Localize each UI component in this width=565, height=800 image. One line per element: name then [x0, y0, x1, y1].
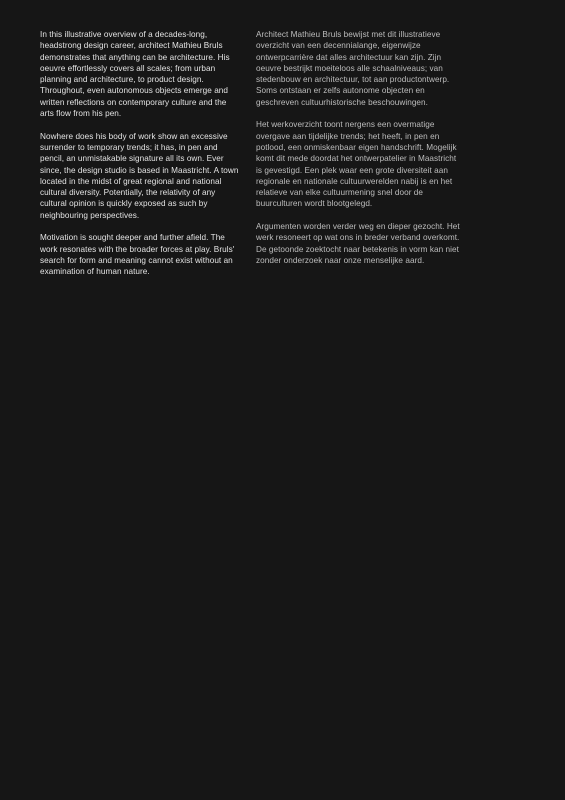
dutch-paragraph-2: Het werkoverzicht toont nergens een overmatige overgave aan tijdelijke trends; het heeft, in pen en potlood, een onmiskenbaar eigen handschrift. Mogelijk komt dit mede doordat het ontwerpatelier in Maastricht is gevestigd. Een plek waar een grote diversiteit aan regionale en nationale cultuurwerelden nabij is en het relatieve van elke cultuurmening snel door de buurculturen wordt blootgelegd. — [256, 120, 457, 209]
dutch-text-column — [256, 29, 461, 278]
english-paragraph-3: Motivation is sought deeper and further afield. The work resonates with the broader forces at play. Bruls' search for form and meaning cannot exist without an examination of human nature. — [40, 233, 235, 277]
english-paragraph-1: In this illustrative overview of a decades-long, headstrong design career, architect Mathieu Bruls demonstrates that anything can be architecture. His oeuvre effortlessly covers all scales; from urban planning and architecture, to product design. Throughout, even autonomous objects emerge and written reflections on contemporary culture and the arts flow from his pen. — [40, 30, 230, 119]
english-paragraph-2: Nowhere does his body of work show an excessive surrender to temporary trends; it has, in pen and pencil, an unmistakable signature all its own. Ever since, the design studio is based in Maastricht. A town located in the midst of great regional and national cultural diversity. Potentially, the relativity of any cultural opinion is quickly exposed as such by neighbouring perspectives. — [40, 131, 239, 220]
dutch-paragraph-1: Architect Mathieu Bruls bewijst met dit illustratieve overzicht van een decennialange, eigenwijze ontwerpcarrière dat alles architectuur kan zijn. Zijn oeuvre bestrijkt moeiteloos alle schaalniveaus; van stedenbouw en architectuur, tot aan productontwerp. Soms ontstaan er zelfs autonome objecten en geschreven cultuurhistorische beschouwingen. — [256, 30, 450, 107]
english-text-column — [40, 29, 242, 289]
dutch-paragraph-3: Argumenten worden verder weg en dieper gezocht. Het werk resoneert op wat ons in breder verband overkomt. De getoonde zoektocht naar betekenis in vorm kan niet zonder onderzoek naar onze menselijke aard. — [256, 222, 460, 265]
